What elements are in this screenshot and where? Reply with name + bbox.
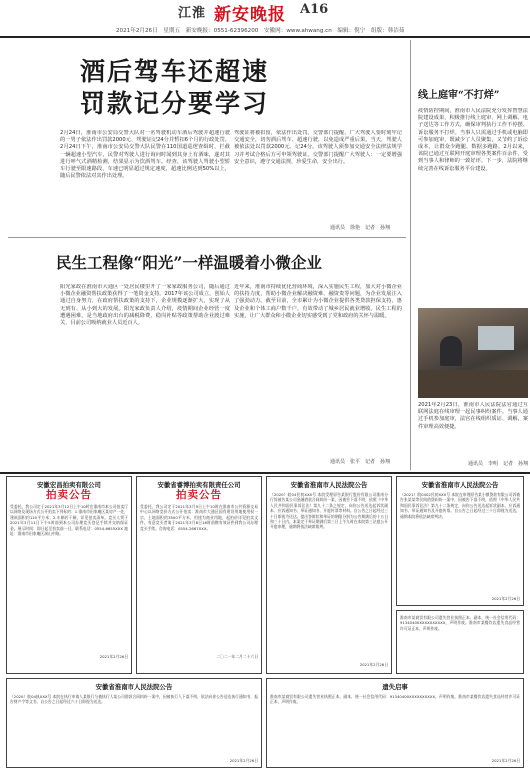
courtroom-photo [418, 308, 528, 398]
section-name: 江淮 [178, 6, 207, 21]
ad-date: 2021年2月26日 [491, 758, 520, 763]
article-2-body-col-2: 近年来，淮南市持续优化营商环境，深入实施民生工程，加大对小微企业的扶持力度，帮助小微企业解决融资难、融资贵等问题，为企业发展注入了强劲动力。截至目前，全市累计为小微企业提供各类贷款担保支持，惠及企业和个体工商户数千户，有效带动了城乡居民就业增收。民生工程的实施，让广大群众和小微企业切实感受到了党和政府的关怀与温暖。 [234, 284, 402, 319]
lost-notice [266, 678, 524, 768]
article-3-headline: 线上庭审“不打烊” [418, 90, 500, 101]
ad-date: 2021年2月26日 [229, 758, 258, 763]
auction-notice-ruibo [136, 476, 262, 674]
masthead-meta: 2021年2月26日 星期五 新安晚报：0551-62396200 安徽网：www.ahwang.cn 编辑：倪宁 组版：韩洁茹 [116, 28, 405, 34]
ad-date: 2021年2月26日 [491, 596, 520, 601]
article-body-col-1: 2月24日，淮南市公安局交警大队对一名驾驶机动车酒后驾驶并超速行驶的一男子依法作出罚款2000元、驾驶证记24分并暂扣6个月的行政处罚。2月24日下午，淮南市公安局交警大队民警在110国道巡逻查缉时，拦截一辆超速小型汽车，民警对驾驶人进行询问时闻到其身上有酒味，遂对其进行呼气式酒精检测，结果显示为饮酒驾车。经查，该驾驶人驾驶小型轿车行驶至限速路段，车速已明显超过规定速度，超速比例达到50%以上，随后民警依法对其作出处理。 [60, 130, 230, 180]
classified-block [396, 610, 524, 674]
ad-body: （2021）皖0402民初XXX号 本院在审理原告某小额贷款有限公司诉被告张某某等民间借贷纠纷一案中，因被告下落不明，依照《中华人民共和国民事诉讼法》第九十二条规定，向你公告送达起诉状副本、应诉通知书、举证通知书及开庭传票。自公告之日起经过三十日即视为送达，逾期本院将依法缺席判决。 [400, 492, 520, 519]
column-divider [410, 40, 411, 470]
masthead [0, 0, 530, 40]
masthead-rule [0, 36, 530, 38]
article-2-byline: 通讯员 张平 记者 孙翔 [330, 459, 391, 465]
photo-figure [440, 336, 462, 366]
paper-logo: 新安晚报 [214, 5, 286, 25]
court-notice-3 [6, 678, 262, 768]
ad-company-name: 安徽宏昌拍卖有限公司 [37, 481, 101, 489]
article-3-byline: 通讯员 李明 记者 孙翔 [468, 461, 529, 467]
photo-desk [418, 370, 528, 398]
article-drunk-driving [0, 40, 406, 236]
headline-line-2: 罚款记分要学习 [80, 89, 270, 118]
ad-date: 2021年2月26日 [359, 662, 388, 667]
classified-text: 淮南市某商贸有限公司遗失营业执照正本、副本，统一社会信用代码：91340400XXXXXXXXXX，声明作废。淮南市某餐饮店遗失食品经营许可证正本，声明作废。 [400, 615, 520, 631]
ad-body: （2020）皖04执XXX号 本院在执行申请人某银行与被执行人某公司借款合同纠纷一案中，因被执行人下落不明，依法向你公告送达执行通知书、报告财产令等文书。自公告之日起经过六十日即视为送达。 [10, 694, 258, 705]
court-notice-1 [266, 476, 392, 674]
ad-company-name: 安徽省睿博拍卖有限责任公司 [157, 481, 241, 489]
photo-caption: 2021年2月23日，淮南市人民法院法官通过互联网法庭在线审理一起民事纠纷案件。当事人通过手机参加庭审，法官在线组织质证、调解，案件审理高效便捷。 [418, 402, 528, 430]
article-2-headline: 民生工程像“阳光”一样温暖着小微企业 [56, 253, 322, 272]
ad-body: 淮南市某商贸有限公司遗失营业执照正本、副本，统一社会信用代码：91340400XXXXXXXXXX，声明作废。淮南市某餐饮店遗失食品经营许可证正本，声明作废。 [270, 694, 520, 705]
ad-body: 受委托，我公司定于2021年3月12日上午10时在淮南市本公司拍卖厅以网络及现场方式公开拍卖下列标的：1.淮南市田家庵区某房产一处，建筑面积约120平方米；2.车辆若干辆，详见拍卖清单。竞买人须于2021年3月11日下午5时前到本公司办理竞买登记手续并交纳保证金。展示时间：即日起至拍卖前一日。联系电话：0554-6655XXX 地址：淮南市田家庵区洞山中路。 [10, 504, 128, 537]
ad-court-title: 安徽省淮南市人民法院公告 [290, 481, 368, 489]
court-notice-2 [396, 476, 524, 606]
ad-headline: 拍卖公告 [176, 489, 222, 501]
ad-notice-title: 遗失启事 [382, 683, 408, 691]
headline-line-1: 酒后驾车还超速 [80, 57, 270, 86]
ad-headline: 拍卖公告 [46, 489, 92, 501]
article-body-col-2: 驾驶证将被扣留，依法作出处罚。交警部门提醒，广大驾驶人要时刻牢记交通安全，切勿酒后驾车、超速行驶，以免造成严重后果。当天，驾驶人被依法处以罚款2000元、记24分。该驾驶人须参加交通安全法律法规学习并考试合格后方可申领驾驶证。交警部门提醒广大驾驶人：一定要增强安全意识，遵守交通法规，珍爱生命，安全出行。 [234, 130, 402, 165]
photo-screen [478, 326, 514, 350]
auction-notice-hongchang [6, 476, 132, 674]
page-code: A16 [300, 2, 329, 17]
byline: 通讯员 徐艳 记者 孙翔 [330, 225, 391, 231]
ad-date: 二〇二一年二月二十六日 [216, 654, 258, 659]
ad-date: 2021年2月26日 [99, 654, 128, 659]
ad-body: （2020）皖04民初XXX号 本院受理原告某银行股份有限公司淮南分行诉被告某公司金融借款合同纠纷一案，因被告下落不明，依照《中华人民共和国民事诉讼法》第九十二条之规定，向你公告送达起诉状副本、应诉通知书、举证通知书、开庭传票等材料。自公告之日起经过三十日即视为送达。提出答辩状和举证的期限分别为公告期满后的十五日和三十日内。本案定于举证期满后第三日上午九时在本院第三法庭公开开庭审理，逾期将依法缺席裁判。 [270, 492, 388, 530]
article-3-body: 疫情防控期间，淮南市人民法院充分发挥智慧法院建设成果，积极推行线上庭审、网上调解、电子送达等工作方式，确保审判执行工作不停摆、诉讼服务不打烊。当事人只需通过手机或电脑即可参加庭审，既减少了人员聚集，又节约了诉讼成本，让群众少跑腿、数据多跑路。2月以来，该院已通过互联网开庭审理各类案件百余件，受到当事人和律师的一致好评。下一步，法院将继续完善在线诉讼服务平台建设。 [418, 108, 528, 172]
ads-rule [0, 472, 530, 474]
ad-court-title: 安徽省淮南市人民法院公告 [95, 683, 173, 691]
ad-court-title: 安徽省淮南市人民法院公告 [421, 481, 499, 489]
article-2-body-col-1: 阳光家政在淮南市大通区一处居民楼里开了一家家政服务公司，随后通过小微企业融资帮扶政策获得了一笔资金支持。2017年该公司成立，创始人通过自身努力，在政府帮扶政策的支持下，企业规模逐渐扩大，实现了从无到有、从小到大的发展。阳光家政负责人介绍，疫情期间企业经营一度遭遇困难，是当地政府出台的减税降费、稳岗补贴等政策帮助企业渡过难关，目前公司吸纳就业人员近百人。 [60, 284, 230, 327]
article-small-business [0, 238, 406, 470]
ad-body: 受委托，我公司定于2021年3月9日上午10时在淮南市公共资源交易中心以网络竞价方式公开拍卖：淮南市大通区国有建设用地使用权一宗，土地面积约3500平方米，用途为商业用地，起拍价详见拍卖文件。有意竞买者请于2021年3月8日16时前携有效证件到我公司办理竞买手续。咨询电话：0554-2667XXX。 [140, 504, 258, 531]
article-online-trial [410, 40, 530, 470]
